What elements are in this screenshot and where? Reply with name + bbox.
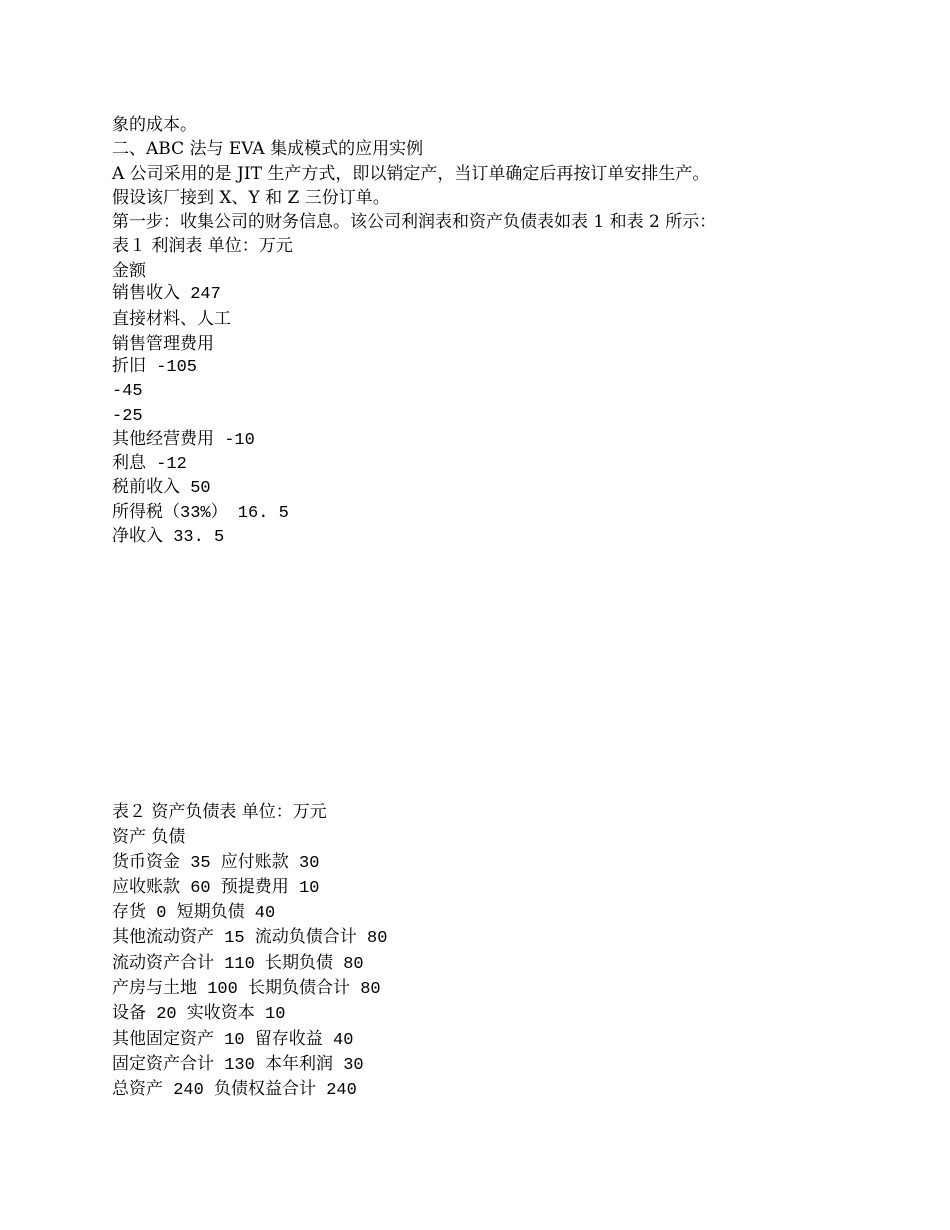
text-line: 假设该厂接到 X、Y 和 Z 三份订单。 <box>112 187 390 208</box>
table-header: 金额 <box>112 260 146 281</box>
table-row: 销售管理费用 <box>112 333 214 354</box>
table-row: 其他流动资产 15 流动负债合计 80 <box>112 929 388 949</box>
table-row: 其他经营费用 -10 <box>112 430 255 450</box>
document-section-1 <box>112 113 872 550</box>
table-row: 固定资产合计 130 本年利润 30 <box>112 1055 364 1075</box>
table-row: 直接材料、人工 <box>112 309 231 330</box>
text-line: 第一步：收集公司的财务信息。该公司利润表和资产负债表如表 1 和表 2 所示： <box>112 212 717 233</box>
table-row: 应收账款 60 预提费用 10 <box>112 878 320 898</box>
table-row: 其他固定资产 10 留存收益 40 <box>112 1030 354 1050</box>
table-row: 货币资金 35 应付账款 30 <box>112 853 320 873</box>
table-row: 净收入 33. 5 <box>112 528 225 548</box>
table-row: 利息 -12 <box>112 455 187 475</box>
table-row: 产房与土地 100 长期负债合计 80 <box>112 980 381 1000</box>
table-row: 销售收入 247 <box>112 285 221 305</box>
table-row: 设备 20 实收资本 10 <box>112 1005 286 1025</box>
table-caption: 表１ 利润表 单位：万元 <box>112 236 293 257</box>
table-row: 税前收入 50 <box>112 479 211 499</box>
table-row: 流动资产合计 110 长期负债 80 <box>112 954 364 974</box>
section-heading: 二、ABC 法与 EVA 集成模式的应用实例 <box>112 139 424 160</box>
table-row: -25 <box>112 406 143 426</box>
document-section-2 <box>112 800 872 1104</box>
table-row: 存货 0 短期负债 40 <box>112 904 276 924</box>
text-line: A 公司采用的是 JIT 生产方式，即以销定产，当订单确定后再按订单安排生产。 <box>112 163 710 184</box>
table-row: 总资产 240 负债权益合计 240 <box>112 1081 357 1101</box>
table-row: -45 <box>112 382 143 402</box>
table-row: 所得税（33%） 16. 5 <box>112 503 289 523</box>
text-line: 象的成本。 <box>112 115 197 135</box>
table-caption: 表２ 资产负债表 单位：万元 <box>112 802 327 822</box>
table-header: 资产 负债 <box>112 827 186 848</box>
table-row: 折旧 -105 <box>112 357 198 377</box>
